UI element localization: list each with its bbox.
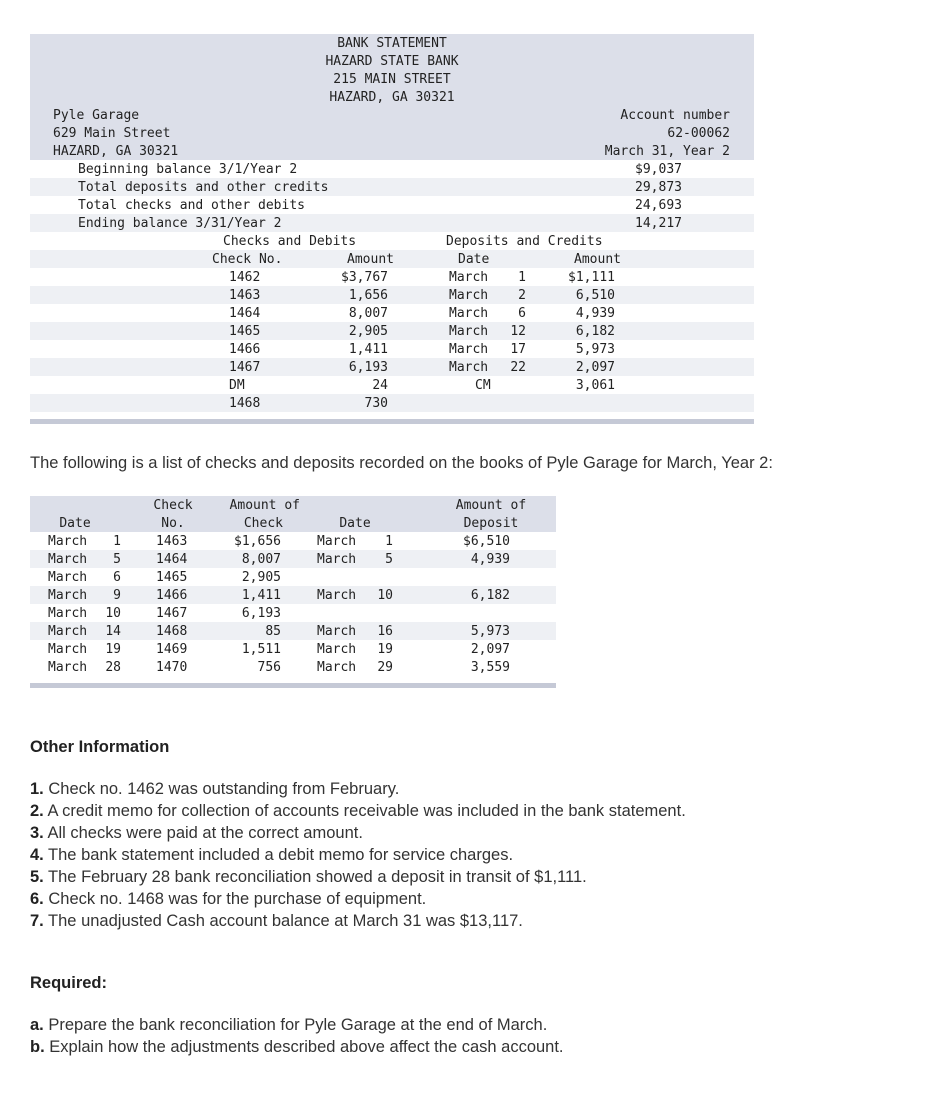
- customer-street: 629 Main Street: [53, 126, 171, 141]
- deposit-day: 12: [510, 324, 526, 339]
- other-info-heading: Other Information: [30, 738, 170, 756]
- list-item: [30, 824, 363, 843]
- deposit-amount: 3,061: [575, 378, 615, 393]
- bank-header-line: BANK STATEMENT: [337, 36, 447, 51]
- check-amount: 1,411: [348, 342, 388, 357]
- list-item: [30, 890, 426, 909]
- books-deposit-day: 16: [377, 624, 393, 639]
- item-number: 5.: [30, 868, 44, 886]
- books-check-amount: 85: [265, 624, 281, 639]
- summary-label: Total checks and other debits: [78, 198, 305, 213]
- books-check-day: 1: [113, 534, 121, 549]
- bank-header-line: 215 MAIN STREET: [333, 72, 451, 87]
- books-deposit-amount: 6,182: [470, 588, 510, 603]
- books-deposit-amount: 2,097: [470, 642, 510, 657]
- item-text: The February 28 bank reconciliation showed a deposit in transit of $1,111.: [43, 868, 587, 886]
- books-check-month: March: [48, 552, 88, 567]
- books-check-month: March: [48, 534, 88, 549]
- books-deposit-day: 1: [385, 534, 393, 549]
- books-check-amount: 1,511: [241, 642, 281, 657]
- deposit-day: 6: [518, 306, 526, 321]
- books-check-day: 28: [105, 660, 121, 675]
- table-stripe: [30, 322, 754, 340]
- item-number: 6.: [30, 890, 44, 908]
- table-stripe: [30, 286, 754, 304]
- item-text: Check no. 1468 was for the purchase of equipment.: [43, 890, 427, 908]
- check-number: 1465: [229, 324, 261, 339]
- books-deposit-header: Amount of: [455, 498, 527, 513]
- check-no-header: Check No.: [212, 252, 283, 267]
- item-number: 3.: [30, 824, 44, 842]
- list-item: [30, 780, 399, 799]
- check-number: 1467: [229, 360, 261, 375]
- credit-memo-label: CM: [475, 378, 491, 393]
- books-deposit-day: 19: [377, 642, 393, 657]
- books-check-no: 1463: [156, 534, 188, 549]
- table-stripe: [30, 394, 754, 412]
- deposit-month: March: [449, 270, 489, 285]
- books-check-amount: 2,905: [241, 570, 281, 585]
- item-text: Prepare the bank reconciliation for Pyle Garage at the end of March.: [43, 1016, 548, 1034]
- check-amount: $3,767: [341, 270, 388, 285]
- books-check-no: 1464: [156, 552, 188, 567]
- books-amount-header: Amount of: [229, 498, 300, 513]
- item-number: 4.: [30, 846, 44, 864]
- books-check-month: March: [48, 624, 88, 639]
- checks-debits-title: Checks and Debits: [223, 234, 357, 249]
- deposit-month: March: [449, 360, 489, 375]
- summary-value: 24,693: [635, 198, 682, 213]
- list-item: [30, 1016, 547, 1035]
- deposit-amount: 6,510: [575, 288, 615, 303]
- item-text: A credit memo for collection of accounts receivable was included in the bank statement.: [43, 802, 686, 820]
- books-deposit-amount: 3,559: [470, 660, 510, 675]
- books-deposit-month: March: [317, 534, 357, 549]
- books-deposit-month: March: [317, 624, 357, 639]
- books-amount-header: Check: [243, 516, 283, 531]
- list-item: [30, 912, 523, 931]
- item-number: 7.: [30, 912, 44, 930]
- list-item: [30, 868, 587, 887]
- bank-header-line: HAZARD STATE BANK: [325, 54, 459, 69]
- check-amount: 1,656: [348, 288, 388, 303]
- books-date-header: Date: [59, 516, 91, 531]
- books-deposit-day: 5: [385, 552, 393, 567]
- books-check-no: 1469: [156, 642, 188, 657]
- check-amount: 730: [364, 396, 388, 411]
- customer-city: HAZARD, GA 30321: [53, 144, 179, 159]
- deposit-day: 22: [510, 360, 526, 375]
- deposit-day: 1: [518, 270, 526, 285]
- item-text: The unadjusted Cash account balance at March 31 was $13,117.: [43, 912, 523, 930]
- check-amount: 24: [372, 378, 388, 393]
- deposit-amount: $1,111: [568, 270, 615, 285]
- books-deposit-month: March: [317, 588, 357, 603]
- books-deposit-amount: $6,510: [463, 534, 510, 549]
- books-date2-header: Date: [339, 516, 371, 531]
- check-number: 1466: [229, 342, 261, 357]
- books-check-no: 1468: [156, 624, 188, 639]
- books-check-month: March: [48, 606, 88, 621]
- check-number: 1462: [229, 270, 261, 285]
- account-number-label: Account number: [620, 108, 730, 123]
- check-number: 1468: [229, 396, 261, 411]
- books-check-day: 6: [113, 570, 121, 585]
- check-number: 1464: [229, 306, 261, 321]
- books-check-amount: 6,193: [241, 606, 281, 621]
- books-check-day: 10: [105, 606, 121, 621]
- statement-bottom-rule: [30, 419, 754, 424]
- deposit-amount: 2,097: [575, 360, 615, 375]
- summary-label: Total deposits and other credits: [78, 180, 329, 195]
- summary-label: Beginning balance 3/1/Year 2: [78, 162, 298, 177]
- books-check-no: 1465: [156, 570, 188, 585]
- bank-header-line: HAZARD, GA 30321: [329, 90, 455, 105]
- item-letter: b.: [30, 1038, 45, 1056]
- deposit-day: 2: [518, 288, 526, 303]
- intro-text: The following is a list of checks and deposits recorded on the books of Pyle Garage for March, Year 2:: [30, 454, 773, 472]
- deposits-credits-title: Deposits and Credits: [446, 234, 603, 249]
- item-letter: a.: [30, 1016, 44, 1034]
- books-check-no: 1470: [156, 660, 188, 675]
- deposit-amount: 4,939: [575, 306, 615, 321]
- item-text: Explain how the adjustments described above affect the cash account.: [44, 1038, 564, 1056]
- check-amount: 2,905: [348, 324, 388, 339]
- deposit-month: March: [449, 306, 489, 321]
- books-check-month: March: [48, 570, 88, 585]
- summary-value: 29,873: [635, 180, 682, 195]
- item-text: The bank statement included a debit memo for service charges.: [43, 846, 514, 864]
- account-number: 62-00062: [667, 126, 730, 141]
- list-item: [30, 1038, 564, 1057]
- books-deposit-day: 29: [377, 660, 393, 675]
- books-check-header: Check: [153, 498, 193, 513]
- books-deposit-month: March: [317, 660, 357, 675]
- books-deposit-day: 10: [377, 588, 393, 603]
- summary-value: 14,217: [635, 216, 682, 231]
- books-bottom-rule: [30, 683, 556, 688]
- deposit-amount: 6,182: [575, 324, 615, 339]
- books-check-amount: 8,007: [241, 552, 281, 567]
- books-deposit-header: Deposit: [463, 516, 519, 531]
- check-amount: 8,007: [348, 306, 388, 321]
- item-text: All checks were paid at the correct amount.: [43, 824, 363, 842]
- books-check-amount: 1,411: [241, 588, 281, 603]
- summary-value: $9,037: [635, 162, 682, 177]
- books-check-day: 9: [113, 588, 121, 603]
- books-deposit-month: March: [317, 552, 357, 567]
- deposit-date-header: Date: [458, 252, 490, 267]
- books-deposit-amount: 5,973: [470, 624, 510, 639]
- check-amount: 6,193: [348, 360, 388, 375]
- books-check-no: 1467: [156, 606, 188, 621]
- check-amount-header: Amount: [347, 252, 394, 267]
- deposit-month: March: [449, 324, 489, 339]
- books-check-month: March: [48, 642, 88, 657]
- customer-name: Pyle Garage: [53, 108, 140, 123]
- list-item: [30, 802, 686, 821]
- deposit-amount-header: Amount: [574, 252, 621, 267]
- deposit-day: 17: [510, 342, 526, 357]
- deposit-month: March: [449, 288, 489, 303]
- item-text: Check no. 1462 was outstanding from February.: [43, 780, 400, 798]
- books-check-no: 1466: [156, 588, 188, 603]
- item-number: 2.: [30, 802, 44, 820]
- required-heading: Required:: [30, 974, 108, 992]
- item-number: 1.: [30, 780, 44, 798]
- books-check-day: 5: [113, 552, 121, 567]
- summary-label: Ending balance 3/31/Year 2: [78, 216, 282, 231]
- deposit-month: March: [449, 342, 489, 357]
- books-deposit-amount: 4,939: [470, 552, 510, 567]
- table-stripe: [30, 358, 754, 376]
- books-check-amount: 756: [257, 660, 281, 675]
- books-check-day: 14: [105, 624, 121, 639]
- list-item: [30, 846, 513, 865]
- deposit-amount: 5,973: [575, 342, 615, 357]
- debit-memo-label: DM: [229, 378, 245, 393]
- statement-date: March 31, Year 2: [604, 144, 730, 159]
- books-check-amount: $1,656: [234, 534, 281, 549]
- check-number: 1463: [229, 288, 261, 303]
- books-check-header: No.: [161, 516, 185, 531]
- books-deposit-month: March: [317, 642, 357, 657]
- books-check-month: March: [48, 588, 88, 603]
- books-check-month: March: [48, 660, 88, 675]
- books-check-day: 19: [105, 642, 121, 657]
